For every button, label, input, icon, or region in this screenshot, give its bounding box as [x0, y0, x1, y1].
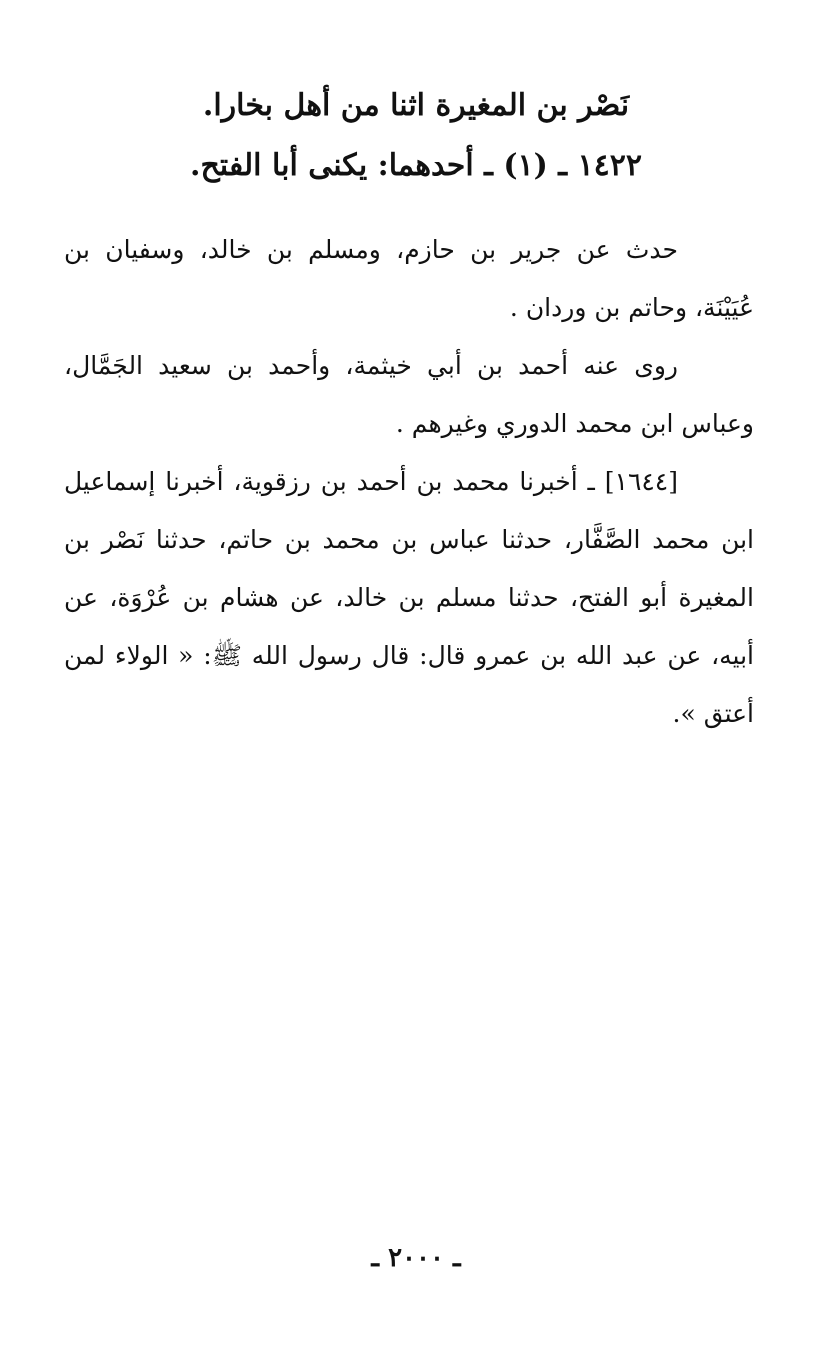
page-number: ـ ٢٠٠٠ ـ — [371, 1243, 461, 1273]
paragraph-narrated-by: روى عنه أحمد بن أبي خيثمة، وأحمد بن سعيد الجَمَّال، وعباس ابن محمد الدوري وغيرهم . — [64, 351, 754, 438]
entry-heading: نَصْر بن المغيرة اثنا من أهل بخارا. — [202, 88, 630, 123]
paragraph-hadith: [١٦٤٤] ـ أخبرنا محمد بن أحمد بن رزقوية، أخبرنا إسماعيل ابن محمد الصَّفَّار، حدثنا عباس بن محمد بن حاتم، حدثنا نَصْر بن المغيرة أبو الفتح، حدثنا مسلم بن خالد، عن هشام بن عُرْوَة، عن أبيه، عن عبد الله بن عمرو قال: قال رسول الله ﷺ: « الولاء لمن أعتق ». — [64, 467, 754, 728]
entry-subheading: ١٤٢٢ ـ (١) ـ أحدهما: يكنى أبا الفتح. — [190, 148, 642, 183]
paragraph-narrators-from: حدث عن جرير بن حازم، ومسلم بن خالد، وسفيان بن عُيَيْنَة، وحاتم بن وردان . — [64, 235, 754, 322]
